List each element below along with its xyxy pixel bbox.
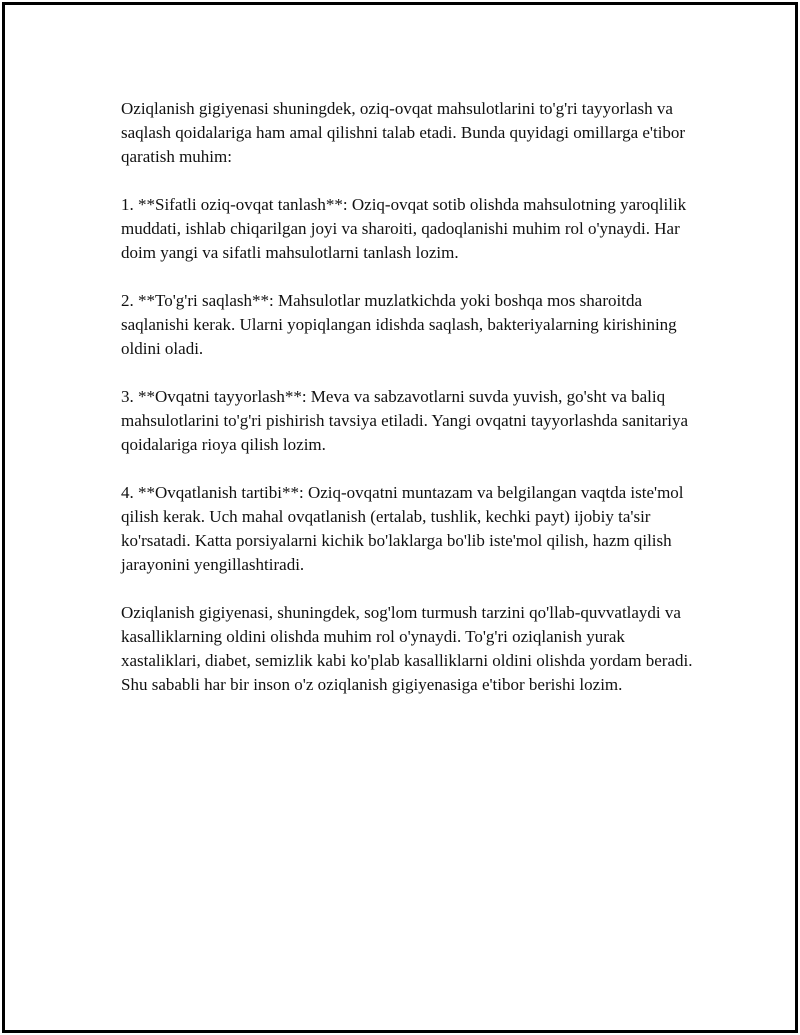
- list-item-food-selection: 1. **Sifatli oziq-ovqat tanlash**: Oziq-ovqat sotib olishda mahsulotning yaroqlilik muddati, ishlab chiqarilgan joyi va sharoiti, qadoqlanishi muhim rol o'ynaydi. Har doim yangi va sifatli mahsulotlarni tanlash lozim.: [121, 195, 687, 262]
- document-page: [2, 2, 798, 1033]
- document-body: [121, 97, 701, 721]
- list-item-eating-schedule: 4. **Ovqatlanish tartibi**: Oziq-ovqatni muntazam va belgilangan vaqtda iste'mol qilish kerak. Uch mahal ovqatlanish (ertalab, tushlik, kechki payt) ijobiy ta'sir ko'rsatadi. Katta porsiyalarni kichik bo'laklarga bo'lib iste'mol qilish, hazm qilish jarayonini yengillashtiradi.: [121, 483, 684, 574]
- list-item-food-preparation: 3. **Ovqatni tayyorlash**: Meva va sabzavotlarni suvda yuvish, go'sht va baliq mahsulotlarini to'g'ri pishirish tavsiya etiladi. Yangi ovqatni tayyorlashda sanitariya qoidalariga rioya qilish lozim.: [121, 387, 689, 454]
- conclusion-paragraph: Oziqlanish gigiyenasi, shuningdek, sog'lom turmush tarzini qo'llab-quvvatlaydi va kasalliklarning oldini olishda muhim rol o'ynaydi. To'g'ri oziqlanish yurak xastaliklari, diabet, semizlik kabi ko'plab kasalliklarni oldini olishda yordam beradi. Shu sababli har bir inson o'z oziqlanish gigiyenasiga e'tibor berishi lozim.: [121, 603, 693, 694]
- intro-paragraph: Oziqlanish gigiyenasi shuningdek, oziq-ovqat mahsulotlarini to'g'ri tayyorlash va saqlash qoidalariga ham amal qilishni talab etadi. Bunda quyidagi omillarga e'tibor qaratish muhim:: [121, 99, 686, 166]
- list-item-proper-storage: 2. **To'g'ri saqlash**: Mahsulotlar muzlatkichda yoki boshqa mos sharoitda saqlanishi kerak. Ularni yopiqlangan idishda saqlash, bakteriyalarning kirishining oldini oladi.: [121, 291, 677, 358]
